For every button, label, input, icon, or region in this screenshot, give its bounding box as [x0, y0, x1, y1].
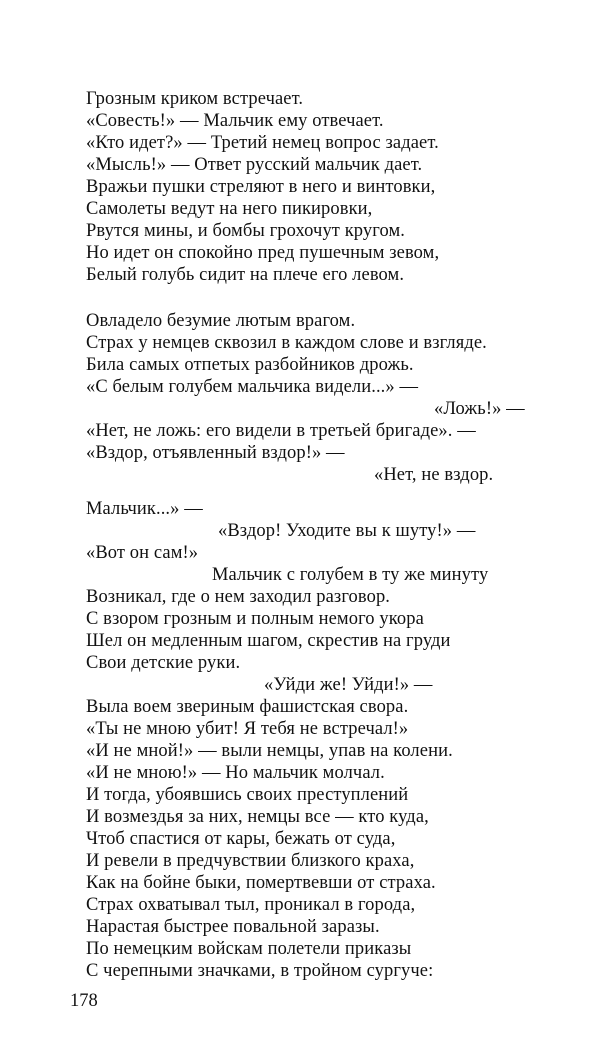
poem-line: Страх у немцев сквозил в каждом слове и взгляде. — [86, 333, 487, 353]
poem-line: «Совесть!» — Мальчик ему отвечает. — [86, 111, 384, 131]
poem-line: «Мысль!» — Ответ русский мальчик дает. — [86, 155, 423, 175]
poem-line-indented: «Нет, не вздор. — [374, 465, 494, 485]
poem-line: Чтоб спастися от кары, бежать от суда, — [86, 829, 396, 849]
poem-line: «Нет, не ложь: его видели в третьей бригаде». — — [86, 421, 476, 441]
poem-line: Выла воем звериным фашистская свора. — [86, 697, 409, 717]
poem-line: Самолеты ведут на него пикировки, — [86, 199, 373, 219]
poem-line: И тогда, убоявшись своих преступлений — [86, 785, 409, 805]
poem-line: «И не мною!» — Но мальчик молчал. — [86, 763, 385, 783]
poem-line: Овладело безумие лютым врагом. — [86, 311, 356, 331]
poem-line: Шел он медленным шагом, скрестив на груди — [86, 631, 451, 651]
poem-line: «С белым голубем мальчика видели...» — — [86, 377, 419, 397]
poem-line-indented: «Ложь!» — — [434, 399, 525, 419]
poem-line: «И не мной!» — выли немцы, упав на колени. — [86, 741, 453, 761]
poem-line-indented: «Вздор! Уходите вы к шуту!» — — [218, 521, 476, 541]
poem-line: С взором грозным и полным немого укора — [86, 609, 424, 629]
poem-line: Вражьи пушки стреляют в него и винтовки, — [86, 177, 436, 197]
poem-line: Как на бойне быки, помертвевши от страха. — [86, 873, 436, 893]
poem-line: Свои детские руки. — [86, 653, 241, 673]
poem-line: Возникал, где о нем заходил разговор. — [86, 587, 391, 607]
poem-line: Белый голубь сидит на плече его левом. — [86, 265, 405, 285]
poem-line: И возмездья за них, немцы все — кто куда, — [86, 807, 429, 827]
poem-line: По немецким войскам полетели приказы — [86, 939, 412, 959]
poem-line: Мальчик...» — — [86, 499, 203, 519]
poem-line: С черепными значками, в тройном сургуче: — [86, 961, 434, 981]
poem-line: Рвутся мины, и бомбы грохочут кругом. — [86, 221, 406, 241]
poem-line: Грозным криком встречает. — [86, 89, 304, 109]
poem-line: «Ты не мною убит! Я тебя не встречал!» — [86, 719, 409, 739]
poem-line: «Кто идет?» — Третий немец вопрос задает. — [86, 133, 439, 153]
page-number: 178 — [70, 991, 98, 1011]
poem-line: Страх охватывал тыл, проникал в города, — [86, 895, 416, 915]
poem-line: Нарастая быстрее повальной заразы. — [86, 917, 380, 937]
poem-line: Била самых отпетых разбойников дрожь. — [86, 355, 414, 375]
poem-line: И ревели в предчувствии близкого краха, — [86, 851, 415, 871]
poem-line-indented: «Уйди же! Уйди!» — — [264, 675, 433, 695]
poem-line: «Вот он сам!» — [86, 543, 199, 563]
poem-line: Но идет он спокойно пред пушечным зевом, — [86, 243, 440, 263]
poem-line: «Вздор, отъявленный вздор!» — — [86, 443, 345, 463]
poem-line-indented: Мальчик с голубем в ту же минуту — [212, 565, 489, 585]
